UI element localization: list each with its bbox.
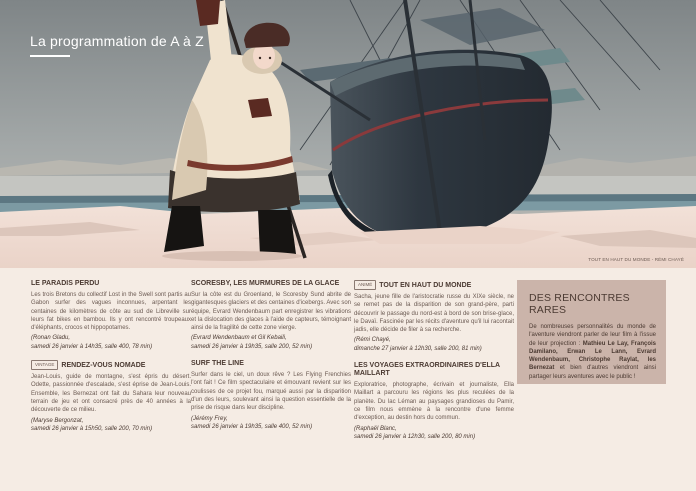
entry-title-text: LES VOYAGES EXTRAORDINAIRES D'ELLA MAILLART	[354, 362, 500, 378]
entry-title-text: LE PARADIS PERDU	[31, 280, 100, 287]
entry-title	[354, 362, 514, 378]
page-title: La programmation de A à Z	[30, 33, 204, 49]
entry-title-text: SCORESBY, LES MURMURES DE LA GLACE	[191, 280, 340, 287]
entry-credit	[191, 334, 351, 351]
entry-director: (Ronan Gladu,	[31, 335, 71, 342]
program-entry	[31, 280, 191, 351]
entry-title	[31, 280, 191, 288]
rare-encounters-box	[517, 280, 666, 384]
entry-title-text: SURF THE LINE	[191, 360, 244, 368]
rare-guest-names: Mathieu Le Lay, François Damilano, Erwan Le Lann, Evrard Wendenbaum, Christophe Raylat, les Bernezat	[529, 340, 656, 372]
program-column-3	[354, 280, 514, 441]
entry-schedule: samedi 26 janvier à 19h35, salle 400, 52 min)	[191, 423, 313, 430]
program-entry	[354, 280, 514, 353]
program-entry	[191, 360, 351, 431]
entry-title-text: RENDEZ-VOUS NOMADE	[61, 362, 146, 370]
entry-description: Surfer dans le ciel, un doux rêve ? Les Flying Frenchies l'ont fait ! Ce film spectaculaire et émouvant revient sur les coulisses de ce projet fou, marqué aussi par la disparition d'un des leurs, soulevant ainsi la question essentielle de la prise de risque dans leur discipline.	[191, 372, 351, 412]
entry-title	[191, 360, 351, 368]
entry-credit	[31, 334, 191, 351]
category-tag: ANIMÉ	[354, 280, 376, 290]
rare-encounters-text	[529, 323, 656, 381]
image-caption: TOUT EN HAUT DU MONDE - RÉMI CHAYÉ	[588, 257, 684, 262]
entry-title-text: TOUT EN HAUT DU MONDE	[379, 282, 472, 289]
entry-title	[31, 360, 191, 370]
program-entry	[354, 362, 514, 441]
title-underline	[30, 55, 70, 57]
entry-description: Jean-Louis, guide de montagne, s'est épris du désert. Odette, passionnée d'escalade, s'est éprise de Jean-Louis. Ensemble, les Bernezat ont fait du Sahara leur nouveau terrain de jeu et ont consacré près de 40 années à la découverte de ce milieu.	[31, 374, 191, 414]
entry-schedule: samedi 26 janvier à 12h30, salle 200, 80 min)	[354, 433, 476, 440]
entry-director: (Evrard Wendenbaum et Gil Kebaili,	[191, 335, 287, 342]
entry-director: (Rémi Chayé,	[354, 337, 391, 344]
entry-description: Les trois Bretons du collectif Lost in the Swell sont partis au Gabon surfer des vagues inconnues, arpentant les centaines de kilomètres de côte au sud de Libreville sur leurs fat bikes en bambou. Ils y ont rencontré troupeaux d'éléphants, crocos et hippopotames.	[31, 292, 191, 332]
category-tag: VINTAGE	[31, 360, 58, 370]
rare-intro: De nombreuses personnalités du monde de l'aventure viendront parler de leur film à l'issue de leur projection :	[529, 324, 656, 347]
program-entry	[31, 360, 191, 433]
entry-credit	[191, 415, 351, 432]
entry-schedule: samedi 26 janvier à 14h35, salle 400, 78 min)	[31, 343, 153, 350]
entry-description: Exploratrice, photographe, écrivain et journaliste, Ella Maillart a parcouru les régions les plus reculées de la planète. Du lac Léman au paysages grandioses du Pamir, ce film nous emmène à la rencontre d'une femme d'exception, au destin hors du commun.	[354, 382, 514, 422]
entry-schedule: samedi 26 janvier à 15h50, salle 200, 70 min)	[31, 425, 153, 432]
rare-encounters-title: DES RENCONTRES RARES	[529, 292, 630, 316]
entry-schedule: dimanche 27 janvier à 12h30, salle 200, 81 min)	[354, 345, 482, 352]
entry-credit	[31, 417, 191, 434]
entry-director: (Raphaël Blanc,	[354, 425, 397, 432]
program-entry	[191, 280, 351, 351]
program-column-1	[31, 280, 191, 433]
entry-director: (Jérémy Frey,	[191, 415, 228, 422]
entry-title	[354, 280, 514, 290]
rare-outro: et bien d'autres viendront ainsi partager leurs aventures avec le public !	[529, 365, 656, 380]
program-column-2	[191, 280, 351, 431]
entry-title	[191, 280, 351, 288]
entry-schedule: samedi 26 janvier à 19h35, salle 200, 52 min)	[191, 343, 313, 350]
entry-description: Sur la côte est du Groenland, le Scoresby Sund abrite de gigantesques glaciers et des centaines d'icebergs. Avec son équipe, Evrard Wendenbaum part enregistrer les vibrations et la dislocation des glaces à l'aide de capteurs, témoignant ainsi de la fragilité de cette zone vierge.	[191, 292, 351, 332]
entry-credit	[354, 336, 514, 353]
entry-director: (Maryse Bergonzat,	[31, 417, 84, 424]
entry-description: Sacha, jeune fille de l'aristocratie russe du XIXe siècle, ne se remet pas de la disparition de son grand-père, parti découvrir le passage du nord-est à bord de son brise-glace, le Davaï. Fascinée par les récits d'aventure qu'il lui racontait jadis, elle décide de filer à sa recherche.	[354, 294, 514, 334]
entry-credit	[354, 425, 514, 442]
